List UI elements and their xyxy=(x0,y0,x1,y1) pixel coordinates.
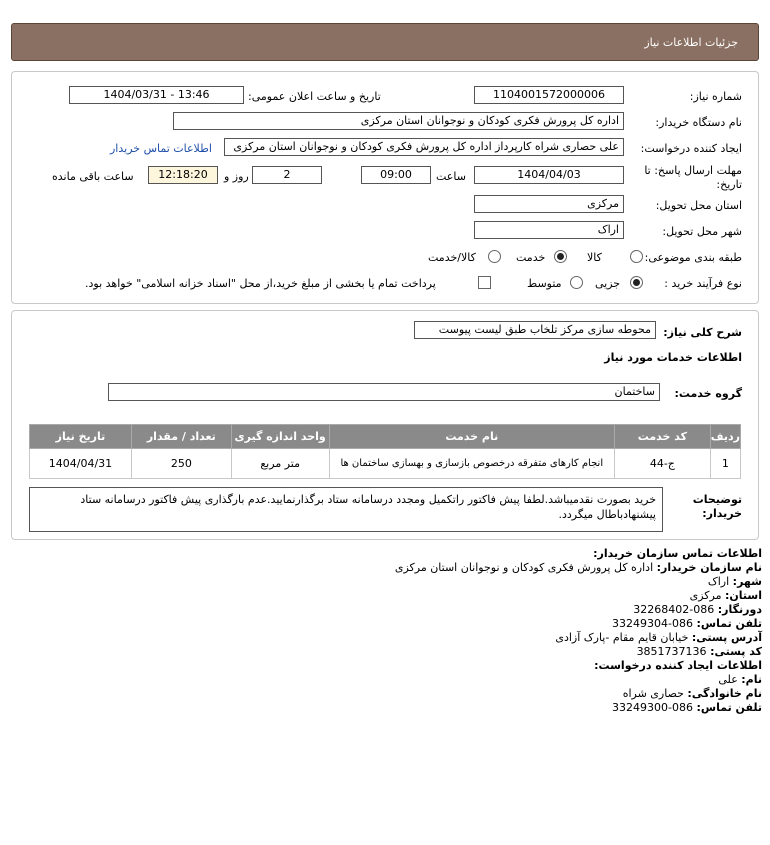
page-header xyxy=(11,23,759,61)
need-info-panel xyxy=(11,71,759,304)
org-province-line: استان: مرکزی xyxy=(689,589,762,602)
service-group-field: ساختمان xyxy=(108,383,660,401)
col-unit-header: واحد اندازه گیری xyxy=(231,425,329,449)
process-minor-label: جزیی xyxy=(595,277,621,290)
creator-contact-heading: اطلاعات ایجاد کننده درخواست: xyxy=(594,659,762,672)
creator-field: علی حصاری شراه کارپرداز اداره کل پرورش فکری کودکان و نوجوانان استان مرکزی xyxy=(224,138,624,156)
org-fax-line: دورنگار: 086-32268402 xyxy=(633,603,762,616)
province-label: استان محل تحویل: xyxy=(655,199,742,212)
process-medium-radio[interactable] xyxy=(570,276,583,289)
org-address-line: آدرس پستی: خیابان قایم مقام -پارک آزادی xyxy=(555,631,762,644)
need-number-label: شماره نیاز: xyxy=(689,90,742,103)
deadline-date-field: 1404/04/03 xyxy=(474,166,624,184)
need-number-field: 1104001572000006 xyxy=(474,86,624,104)
buyer-contact-link[interactable]: اطلاعات تماس خریدار xyxy=(110,142,212,155)
summary-label: شرح کلی نیاز: xyxy=(663,326,742,339)
summary-field: محوطه سازی مرکز تلخاب طبق لیست پیوست xyxy=(414,321,656,339)
city-label: شهر محل تحویل: xyxy=(662,225,742,238)
treasury-payment-checkbox[interactable] xyxy=(478,276,491,289)
category-service-label: خدمت xyxy=(516,251,546,264)
cell-name: انجام کارهای متفرقه درخصوص بازسازی و بهسازی ساختمان ها xyxy=(329,449,614,479)
services-table xyxy=(29,424,741,479)
buyer-field: اداره کل پرورش فکری کودکان و نوجوانان استان مرکزی xyxy=(173,112,624,130)
process-label: نوع فرآیند خرید : xyxy=(664,277,742,290)
buyer-notes-label-2: خریدار: xyxy=(702,507,742,520)
deadline-label: مهلت ارسال پاسخ: تا xyxy=(644,164,742,177)
process-medium-label: متوسط xyxy=(527,277,562,290)
province-field: مرکزی xyxy=(474,195,624,213)
cell-date: 1404/04/31 xyxy=(30,449,132,479)
org-city-line: شهر: اراک xyxy=(707,575,762,588)
cell-qty: 250 xyxy=(131,449,231,479)
deadline-date-label: تاریخ: xyxy=(716,178,742,191)
col-row-header: ردیف xyxy=(710,425,740,449)
cell-unit: متر مربع xyxy=(231,449,329,479)
col-qty-header: تعداد / مقدار xyxy=(131,425,231,449)
remaining-time-field: 12:18:20 xyxy=(148,166,218,184)
col-date-header: تاریخ نیاز xyxy=(30,425,132,449)
col-name-header: نام خدمت xyxy=(329,425,614,449)
category-goods-radio[interactable] xyxy=(630,250,643,263)
deadline-hour-field: 09:00 xyxy=(361,166,431,184)
cell-code: ج-44 xyxy=(614,449,710,479)
service-group-label: گروه خدمت: xyxy=(674,387,742,400)
category-goods-label: کالا xyxy=(587,251,602,264)
category-service-radio[interactable] xyxy=(554,250,567,263)
services-table-header xyxy=(30,425,741,449)
org-postal-line: کد پستی: 3851737136 xyxy=(636,645,762,658)
hour-label: ساعت xyxy=(436,170,466,183)
treasury-payment-note: پرداخت تمام یا بخشی از مبلغ خرید،از محل "اسناد خزانه اسلامی" خواهد بود. xyxy=(85,277,436,290)
city-field: اراک xyxy=(474,221,624,239)
buyer-label: نام دستگاه خریدار: xyxy=(655,116,742,129)
category-label: طبقه بندی موضوعی: xyxy=(644,251,742,264)
announce-field: 1404/03/31 - 13:46 xyxy=(69,86,244,104)
creator-family-line: نام خانوادگی: حصاری شراه xyxy=(622,687,762,700)
days-field: 2 xyxy=(252,166,322,184)
remaining-label: ساعت باقی مانده xyxy=(52,170,134,183)
process-minor-radio[interactable] xyxy=(630,276,643,289)
org-contact-heading: اطلاعات تماس سازمان خریدار: xyxy=(593,547,762,560)
announce-label: تاریخ و ساعت اعلان عمومی: xyxy=(248,90,381,103)
org-phone-line: تلفن تماس: 086-33249304 xyxy=(612,617,762,630)
buyer-notes-field: خرید بصورت نقدمیباشد.لطفا پیش فاکتور راتکمیل ومجدد درسامانه ستاد برگذارنمایید.عدم بارگذاری پیش فاکتور درسامانه ستاد پیشنهادباطال میگردد. xyxy=(29,487,663,532)
category-both-label: کالا/خدمت xyxy=(428,251,476,264)
creator-name-line: نام: علی xyxy=(718,673,762,686)
page-title: جزئیات اطلاعات نیاز xyxy=(644,36,738,49)
buyer-notes-label: توضیحات xyxy=(692,493,742,506)
org-name-line: نام سازمان خریدار: اداره کل پرورش فکری کودکان و نوجوانان استان مرکزی xyxy=(394,561,762,574)
services-heading: اطلاعات خدمات مورد نیاز xyxy=(604,351,742,364)
cell-row: 1 xyxy=(710,449,740,479)
col-code-header: کد خدمت xyxy=(614,425,710,449)
creator-phone-line: تلفن تماس: 086-33249300 xyxy=(612,701,762,714)
table-row xyxy=(30,449,741,479)
days-label: روز و xyxy=(224,170,249,183)
category-both-radio[interactable] xyxy=(488,250,501,263)
creator-label: ایجاد کننده درخواست: xyxy=(640,142,742,155)
